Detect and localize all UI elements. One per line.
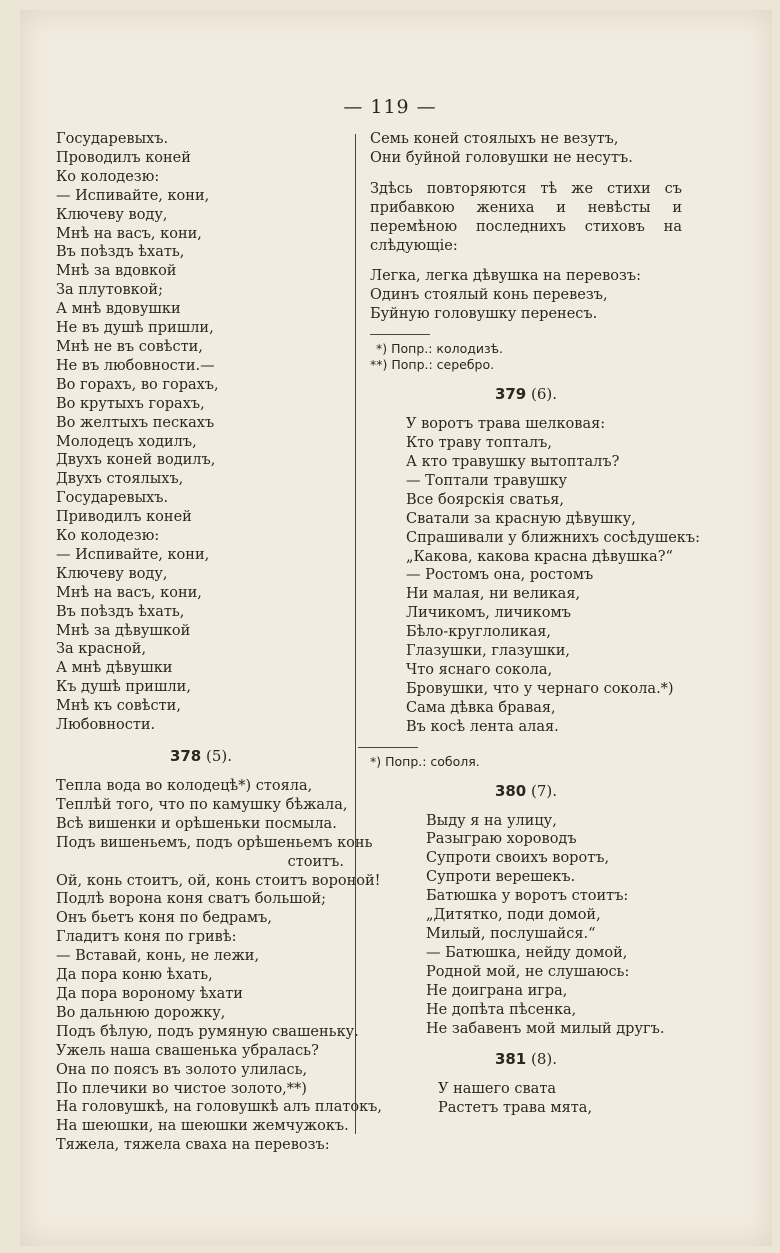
poem-line: Государевыхъ. — [56, 490, 169, 507]
poem-line: Въ поѣздъ ѣхать, — [56, 603, 185, 620]
poem-line: Милый, послушайся.“ — [426, 926, 596, 942]
poem-line: Семь коней стоялыхъ не везутъ, — [370, 131, 619, 147]
section-heading-380 — [370, 782, 682, 800]
poem-line: На шеюшки, на шеюшки жемчужокъ. — [56, 1118, 349, 1135]
poem-line: За красной, — [56, 641, 147, 658]
footnote-rule — [370, 334, 430, 335]
poem-line: Мнѣ на васъ, кони, — [56, 584, 202, 601]
poem-line: — Батюшка, нейду домой, — [426, 944, 628, 961]
section-number: 379 — [494, 385, 527, 404]
poem-line: Одинъ стоялый конь перевезъ, — [370, 287, 608, 304]
column-divider — [355, 134, 356, 1134]
poem-line: Выду я на улицу, — [426, 812, 557, 829]
footnotes-378 — [370, 341, 682, 373]
poem-line: Да пора вороному ѣхати — [56, 985, 243, 1002]
poem-line: Супроти верешекъ. — [426, 869, 576, 886]
poem-line: Любовности. — [56, 717, 156, 734]
right-column — [370, 130, 700, 1118]
footnote-rule — [358, 747, 418, 748]
poem-line: Мнѣ за вдовкой — [56, 263, 177, 280]
poem-line: Ключеву воду, — [56, 206, 168, 223]
poem-line: Бѣло-круглоликая, — [406, 624, 551, 641]
editorial-note: Здѣсь повторяются тѣ же стихи съ прибавкою жениха и невѣсты и перемѣною последнихъ стиховъ на слѣдующіе: — [370, 180, 682, 254]
poem-line: Растетъ трава мята, — [438, 1100, 593, 1117]
poem-line: Ко колодезю: — [56, 168, 160, 185]
poem-line: Не допѣта пѣсенка, — [426, 1001, 577, 1018]
song-378 — [56, 777, 383, 1155]
poem-line: Родной мой, не слушаюсь: — [426, 963, 630, 980]
poem-line: Не въ любовности.— — [56, 357, 215, 374]
poem-line: Мнѣ за дѣвушкой — [56, 622, 191, 639]
poem-line: Не доиграна игра, — [426, 982, 568, 999]
footnote: **) Попр.: серебро. — [370, 357, 495, 373]
poem-line: Глазушки, глазушки, — [406, 643, 571, 660]
section-number: 381 — [494, 1050, 527, 1069]
poem-line: Все боярскія сватья, — [406, 491, 565, 508]
poem-line: Мнѣ на васъ, кони, — [56, 225, 202, 242]
poem-line: А кто травушку вытопталъ? — [406, 453, 620, 470]
poem-line: Они буйной головушки не несутъ. — [370, 149, 633, 166]
poem-line: Всѣ вишенки и орѣшеньки посмыла. — [56, 815, 337, 832]
poem-line: Буйную головушку перенесъ. — [370, 306, 598, 323]
poem-line: Въ косѣ лента алая. — [406, 718, 559, 735]
poem-line: Ужель наша свашенька убралась? — [56, 1042, 319, 1059]
poem-line: — Топтали травушку — [406, 472, 568, 489]
poem-line: Личикомъ, личикомъ — [406, 605, 571, 622]
poem-line: Батюшка у воротъ стоитъ: — [426, 888, 629, 905]
poem-line: Подъ бѣлую, подъ румяную свашеньку. — [56, 1023, 359, 1040]
page-number: — 119 — — [343, 96, 437, 118]
poem-line: Сватали за красную дѣвушку, — [406, 510, 636, 527]
poem-line: У нашего свата — [438, 1081, 556, 1098]
poem-line: Во горахъ, во горахъ, — [56, 376, 219, 393]
song-381 — [370, 1080, 682, 1118]
poem-line: стоитъ. — [287, 853, 344, 870]
poem-line: Къ душѣ пришли, — [56, 679, 191, 696]
poem-line: Ой, конь стоитъ, ой, конь стоитъ вороной! — [56, 872, 381, 889]
poem-line: Теплѣй того, что по камушку бѣжала, — [56, 796, 348, 813]
poem-line: Легка, легка дѣвушка на перевозъ: — [370, 268, 642, 285]
poem-line: А мнѣ дѣвушки — [56, 660, 173, 677]
variant-verse — [370, 267, 682, 324]
poem-line: Что яснаго сокола, — [406, 661, 553, 678]
poem-continuation — [56, 130, 346, 735]
section-subnumber: (6). — [531, 385, 558, 404]
section-heading-379 — [370, 385, 682, 403]
poem-line: Разыграю хороводъ — [426, 831, 577, 848]
poem-line: За плутовкой; — [56, 282, 163, 299]
poem-line: Приводилъ коней — [56, 509, 192, 526]
song-379 — [370, 415, 700, 736]
poem-line: Сама дѣвка бравая, — [406, 699, 556, 716]
section-heading-378 — [56, 747, 346, 765]
poem-line: Ключеву воду, — [56, 565, 168, 582]
poem-line: — Испивайте, кони, — [56, 187, 210, 204]
poem-line: Ко колодезю: — [56, 528, 160, 545]
poem-line: — Вставай, конь, не лежи, — [56, 948, 260, 965]
poem-line: Проводилъ коней — [56, 149, 191, 166]
section-number: 378 — [169, 747, 202, 765]
poem-line: А мнѣ вдовушки — [56, 301, 181, 318]
poem-line: Бровушки, что у чернаго сокола.*) — [406, 680, 674, 697]
poem-line: Молодецъ ходилъ, — [56, 433, 197, 450]
footnote: *) Попр.: соболя. — [370, 753, 480, 769]
poem-line: На головушкѣ, на головушкѣ алъ платокъ, — [56, 1099, 383, 1116]
poem-line: Гладитъ коня по гривѣ: — [56, 929, 237, 946]
poem-line: Во крутыхъ горахъ, — [56, 395, 205, 412]
section-number: 380 — [494, 781, 527, 800]
footnote: *) Попр.: колодизѣ. — [376, 341, 504, 357]
section-subnumber: (7). — [531, 781, 558, 800]
poem-line: Въ поѣздъ ѣхать, — [56, 244, 185, 261]
poem-line: Она по поясъ въ золото улилась, — [56, 1061, 308, 1078]
poem-line: Ни малая, ни великая, — [406, 586, 581, 603]
poem-line: Онъ бьетъ коня по бедрамъ, — [56, 910, 272, 927]
poem-line: Мнѣ къ совѣсти, — [56, 698, 181, 715]
poem-line: По плечики во чистое золото,**) — [56, 1080, 307, 1097]
song-380 — [370, 812, 682, 1039]
poem-line: Двухъ стоялыхъ, — [56, 471, 184, 488]
poem-line: „Дитятко, поди домой, — [426, 907, 601, 924]
poem-line: Подъ вишеньемъ, подъ орѣшеньемъ конь — [56, 834, 373, 851]
poem-line: Кто траву топталъ, — [406, 435, 552, 452]
poem-line: Государевыхъ. — [56, 131, 169, 147]
left-column — [56, 130, 383, 1155]
poem-line: Да пора коню ѣхать, — [56, 967, 213, 984]
poem-line: Во желтыхъ пескахъ — [56, 414, 215, 431]
poem-line: — Ростомъ она, ростомъ — [406, 567, 594, 584]
poem-ending — [370, 130, 682, 168]
poem-line: Тяжела, тяжела сваха на перевозъ: — [56, 1137, 330, 1154]
poem-line: Мнѣ не въ совѣсти, — [56, 338, 203, 355]
section-subnumber: (5). — [206, 747, 233, 765]
poem-line: — Испивайте, кони, — [56, 546, 210, 563]
poem-line: Двухъ коней водилъ, — [56, 452, 216, 469]
section-heading-381 — [370, 1050, 682, 1068]
section-subnumber: (8). — [531, 1050, 558, 1069]
poem-line: Не забавенъ мой милый другъ. — [426, 1020, 665, 1037]
poem-line: Спрашивали у ближнихъ сосѣдушекъ: — [406, 529, 700, 546]
poem-line: У воротъ трава шелковая: — [406, 416, 606, 433]
poem-line: Не въ душѣ пришли, — [56, 320, 214, 337]
poem-line: Тепла вода во колодецѣ*) стояла, — [56, 778, 313, 794]
poem-line: Супроти своихъ воротъ, — [426, 850, 610, 867]
poem-line: „Какова, какова красна дѣвушка?“ — [406, 548, 673, 565]
poem-line: Во дальнюю дорожку, — [56, 1004, 226, 1021]
poem-line: Подлѣ ворона коня сватъ большой; — [56, 891, 327, 908]
